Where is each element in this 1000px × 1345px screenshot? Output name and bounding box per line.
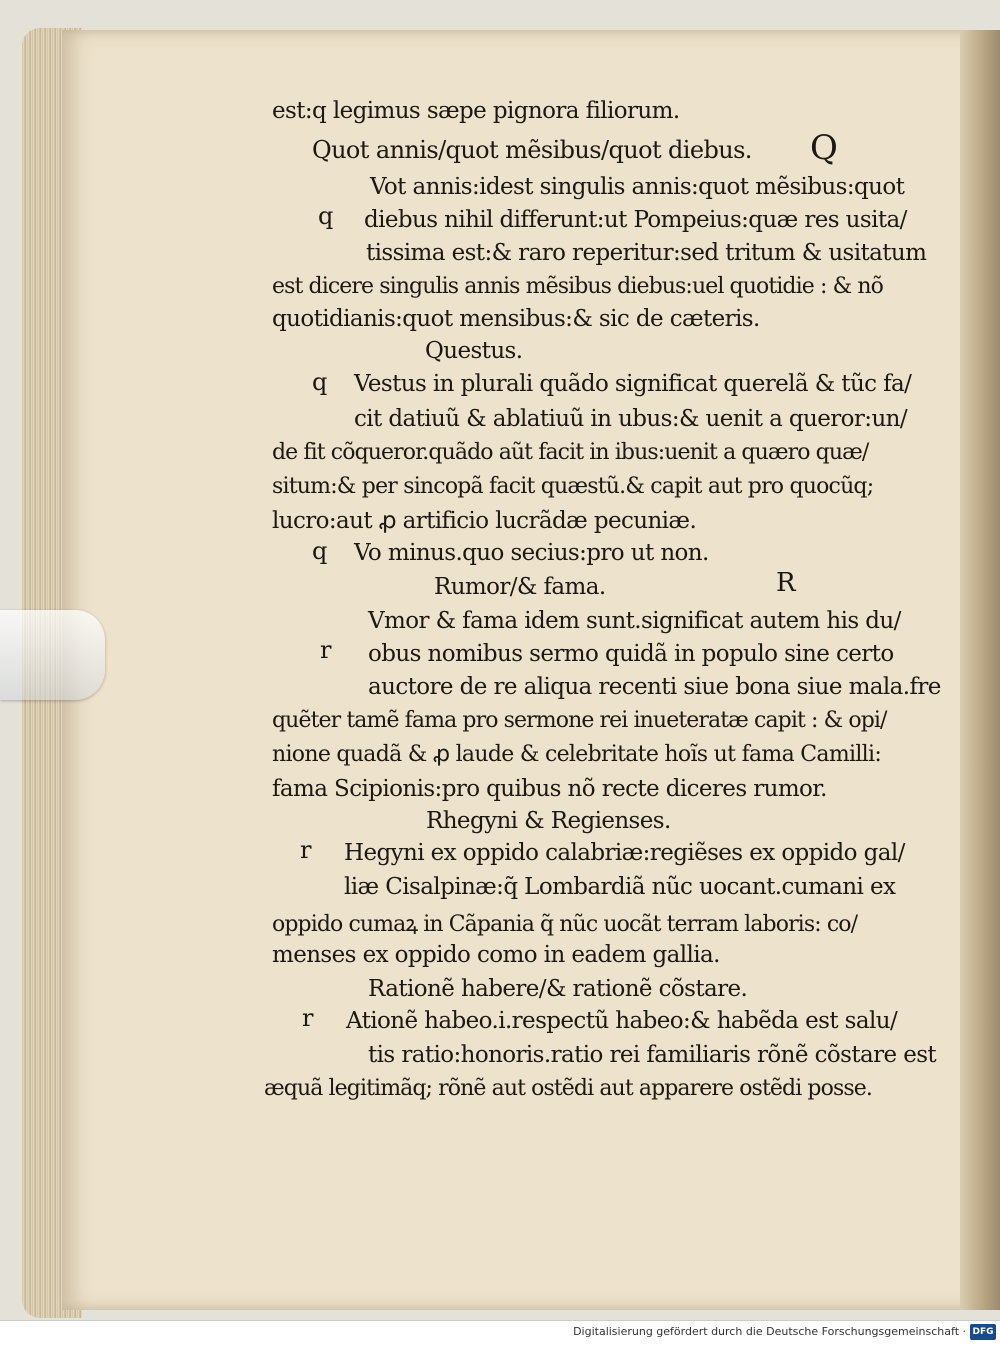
initial-letter: Q	[810, 128, 838, 168]
text-line: lucro:aut ꝓ artificio lucrãdæ pecuniæ.	[272, 508, 697, 534]
text-line: oppido cumaꝝ in Cãpania q̃ nũc uocãt terram laboris: co/	[272, 912, 858, 937]
text-line: est dicere singulis annis mẽsibus diebus:uel quotidie : & nõ	[272, 274, 883, 299]
text-line: fama Scipionis:pro quibus nõ recte diceres rumor.	[272, 776, 827, 802]
text-line: liæ Cisalpinæ:q̃ Lombardiã nũc uocant.cumani ex	[344, 874, 896, 900]
marginal-letter: q	[312, 368, 328, 396]
text-line: de fit cõqueror.quãdo aũt facit in ibus:uenit a quæro quæ/	[272, 440, 869, 465]
text-line: situm:& per sincopã facit quæstũ.& capit aut pro quocũq;	[272, 474, 874, 499]
text-line: Vestus in plurali quãdo significat querelã & tũc fa/	[354, 371, 912, 397]
marginal-letter: r	[300, 836, 312, 864]
text-line: cit datiuũ & ablatiuũ in ubus:& uenit a queror:un/	[354, 406, 908, 432]
text-line: æquã legitimãq; rõnẽ aut ostẽdi aut apparere ostẽdi posse.	[264, 1076, 872, 1101]
section-heading: Questus.	[425, 338, 523, 364]
page-clip	[0, 610, 105, 700]
marginal-letter: r	[320, 636, 332, 664]
funding-credit: Digitalisierung gefördert durch die Deutsche Forschungsgemeinschaft ·	[573, 1325, 966, 1338]
dfg-logo: DFG	[970, 1324, 996, 1340]
text-line: Vot annis:idest singulis annis:quot mẽsibus:quot	[370, 174, 905, 200]
footer-bar	[0, 1320, 1000, 1345]
text-line: tissima est:& raro reperitur:sed tritum & usitatum	[366, 240, 927, 266]
text-line: menses ex oppido como in eadem gallia.	[272, 942, 720, 968]
heading-line: Quot annis/quot mẽsibus/quot diebus.	[312, 136, 752, 164]
section-heading: Rationẽ habere/& rationẽ cõstare.	[368, 976, 748, 1002]
text-line: Vo minus.quo secius:pro ut non.	[354, 540, 709, 566]
marginal-letter: r	[302, 1004, 314, 1032]
text-line: Vmor & fama idem sunt.significat autem his du/	[368, 608, 901, 634]
section-heading: Rumor/& fama.	[434, 574, 606, 600]
text-line: Hegyni ex oppido calabriæ:regiẽses ex oppido gal/	[344, 840, 905, 866]
initial-letter: R	[776, 568, 796, 598]
right-page-fold	[960, 30, 1000, 1310]
text-line: quẽter tamẽ fama pro sermone rei inueteratæ capit : & opi/	[272, 708, 887, 733]
marginal-letter: q	[318, 202, 334, 230]
text-line: Ationẽ habeo.i.respectũ habeo:& habẽda est salu/	[346, 1008, 898, 1034]
text-line: tis ratio:honoris.ratio rei familiaris rõnẽ cõstare est	[368, 1042, 937, 1068]
text-line: quotidianis:quot mensibus:& sic de cæteris.	[272, 306, 760, 332]
text-line: auctore de re aliqua recenti siue bona siue mala.fre	[368, 674, 941, 700]
section-heading: Rhegyni & Regienses.	[426, 808, 671, 834]
text-line: obus nomibus sermo quidã in populo sine certo	[368, 641, 894, 667]
text-line: diebus nihil differunt:ut Pompeius:quæ res usita/	[364, 207, 907, 233]
text-line: est:q legimus sæpe pignora filiorum.	[272, 98, 680, 124]
marginal-letter: q	[312, 537, 328, 565]
text-line: nione quadã & ꝓ laude & celebritate hoĩs ut fama Camilli:	[272, 742, 882, 767]
